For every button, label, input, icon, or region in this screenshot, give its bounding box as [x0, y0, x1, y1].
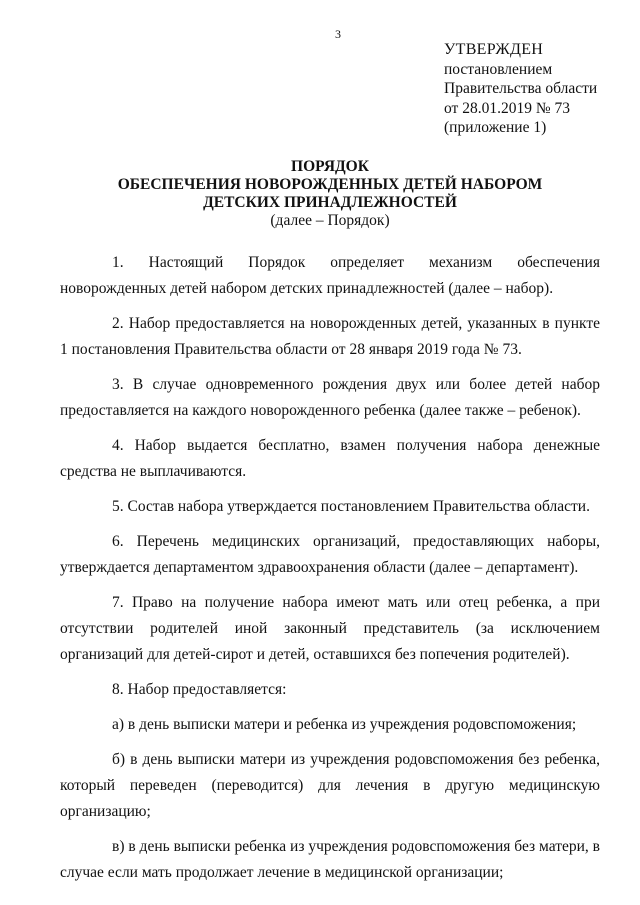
title-line: ОБЕСПЕЧЕНИЯ НОВОРОЖДЕННЫХ ДЕТЕЙ НАБОРОМ — [117, 176, 543, 193]
approval-line: постановлением — [444, 60, 553, 78]
paragraph: 8. Набор предоставляется: — [112, 681, 287, 698]
paragraph: 2. Набор предоставляется на новорожденных детей, указанных в пункте 1 постановления Правительства области от 28 января 2019 года № 73. — [60, 315, 600, 358]
paragraph: 6. Перечень медицинских организаций, предоставляющих наборы, утверждается департаментом здравоохранения области (далее – департамент). — [60, 533, 600, 576]
title-line: ПОРЯДОК — [291, 158, 369, 175]
paragraph: а) в день выписки матери и ребенка из учреждения родовспоможения; — [112, 716, 577, 733]
title-subtitle: (далее – Порядок) — [270, 212, 390, 229]
paragraph: 5. Состав набора утверждается постановлением Правительства области. — [112, 498, 590, 515]
title-line: ДЕТСКИХ ПРИНАДЛЕЖНОСТЕЙ — [203, 194, 457, 211]
document-title — [60, 158, 600, 230]
approval-stamp-block — [444, 40, 597, 138]
approval-heading: УТВЕРЖДЕН — [444, 41, 544, 58]
paragraph: б) в день выписки матери из учреждения родовспоможения без ребенка, который переведен (переводится) для лечения в другую медицинскую организацию; — [60, 751, 600, 820]
paragraph: в) в день выписки ребенка из учреждения родовспоможения без матери, в случае если мать продолжает лечение в медицинской организации; — [60, 838, 600, 881]
approval-appendix-line: (приложение 1) — [444, 119, 547, 136]
paragraph: 4. Набор выдается бесплатно, взамен получения набора денежные средства не выплачиваются. — [60, 437, 600, 480]
page-number: 3 — [335, 27, 341, 41]
paragraph: 7. Право на получение набора имеют мать или отец ребенка, а при отсутствии родителей иной законный представитель (за исключением организаций для детей-сирот и детей, оставшихся без попечения родителей). — [60, 594, 600, 663]
document-body — [60, 250, 600, 895]
approval-date-line: от 28.01.2019 № 73 — [444, 99, 570, 117]
approval-line: Правительства области — [444, 80, 598, 97]
paragraph: 3. В случае одновременного рождения двух или более детей набор предоставляется на каждого новорожденного ребенка (далее также – ребенок). — [60, 376, 600, 419]
paragraph: 1. Настоящий Порядок определяет механизм обеспечения новорожденных детей набором детских принадлежностей (далее – набор). — [60, 254, 600, 297]
